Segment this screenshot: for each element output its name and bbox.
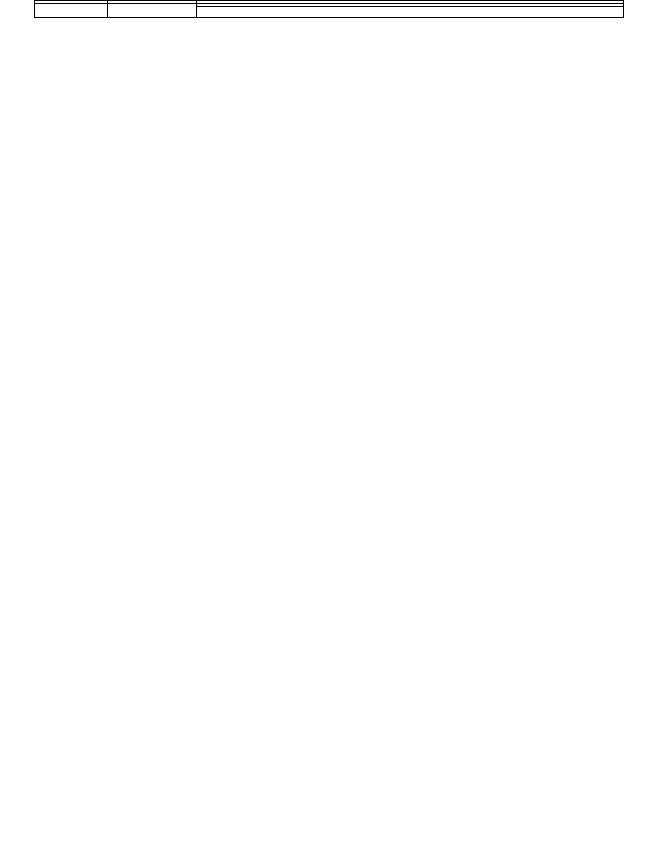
definition-text-cell (197, 7, 624, 18)
result-types-table (34, 0, 624, 18)
category-cell-b (35, 4, 108, 18)
type-cell-odborna-kniha (108, 4, 197, 18)
